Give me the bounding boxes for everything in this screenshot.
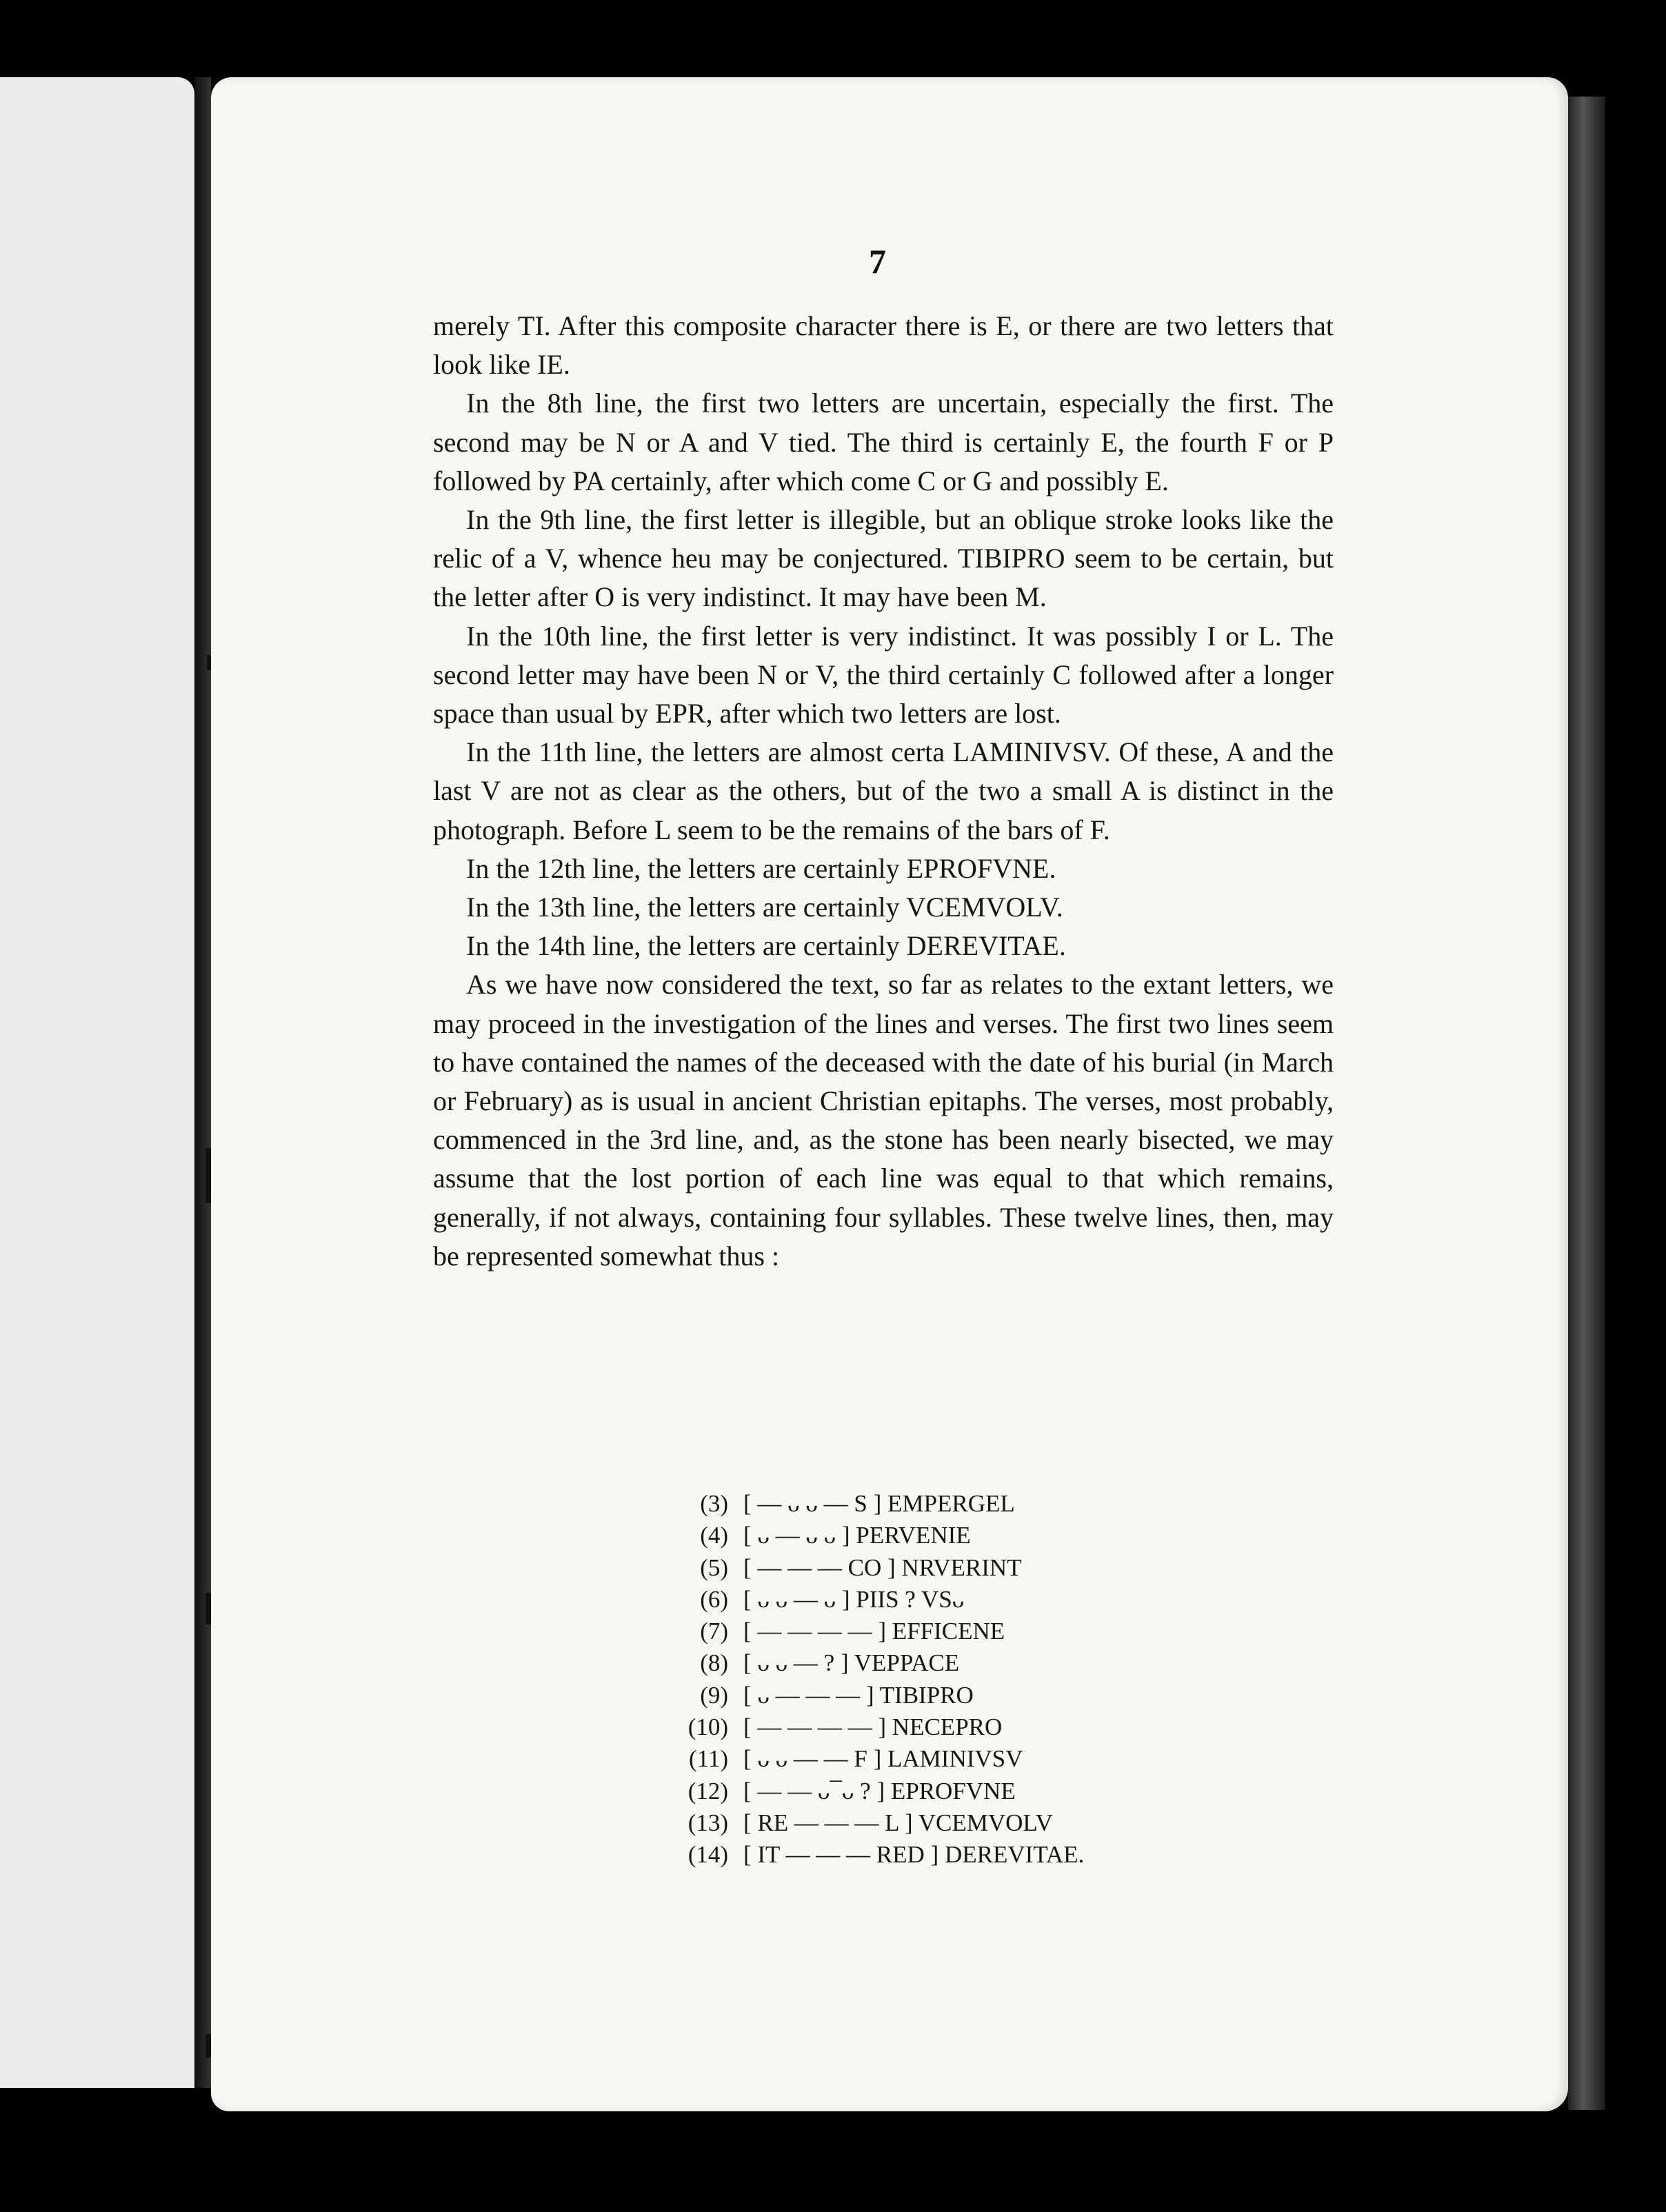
scansion-text: [ RE — — — L ] VCEMVOLV [743, 1809, 1053, 1836]
paragraph: In the 9th line, the first letter is illegible, but an oblique stroke looks like the relic of a V, whence heu may be conjectured. TIBIPRO seem to be certain, but the letter after O is very indistinct. It may have been M. [433, 504, 1334, 613]
scansion-text: [ ᴗ ᴗ — ᴗ ] PIIS ? VSᴗ [743, 1585, 965, 1613]
paragraph: merely TI. After this composite character there is E, or there are two letters that look like IE. [433, 310, 1334, 381]
scansion-text: [ — ᴗ ᴗ — S ] EMPERGEL [743, 1490, 1015, 1517]
line-number: (11) [688, 1745, 728, 1773]
scansion-table [655, 1488, 1084, 1871]
book-gutter [194, 77, 211, 2088]
line-number: (10) [688, 1713, 728, 1741]
scansion-text: [ ᴗ — ᴗ ᴗ ] PERVENIE [743, 1522, 971, 1549]
scansion-row [655, 1584, 1084, 1616]
binding-mark [205, 1148, 211, 1203]
page-number: 7 [869, 242, 886, 281]
scansion-text: [ ᴗ ᴗ — ? ] VEPPACE [743, 1649, 960, 1677]
line-number: (5) [700, 1554, 728, 1581]
scansion-row [655, 1488, 1084, 1520]
paragraph: In the 11th line, the letters are almost certa LAMINIVSV. Of these, A and the last V are not as clear as the others, but of the two a small A is distinct in the photograph. Before L seem to be the remains of the bars of F. [433, 736, 1334, 845]
scansion-row [655, 1839, 1084, 1871]
scansion-row [655, 1743, 1084, 1775]
paragraph: In the 12th line, the letters are certainly EPROFVNE. [466, 852, 1056, 884]
paragraph: In the 8th line, the first two letters are uncertain, especially the first. The second may be N or A and V tied. The third is certainly E, the fourth F or P followed by PA certainly, after which come C or G and possibly E. [433, 388, 1334, 496]
page-stack-edge [1568, 97, 1605, 2110]
body-text [433, 307, 1334, 1276]
paragraph: As we have now considered the text, so far as relates to the extant letters, we may proceed in the investigation of the lines and verses. The first two lines seem to have contained the names of the deceased with the date of his burial (in March or February) as is usual in ancient Christian epitaphs. The verses, most probably, commenced in the 3rd line, and, as the stone has been nearly bisected, we may assume that the lost portion of each line was equal to that which remains, generally, if not always, containing four syllables. These twelve lines, then, may be represented somewhat thus : [433, 969, 1334, 1271]
paragraph: In the 14th line, the letters are certainly DEREVITAE. [466, 930, 1066, 962]
binding-mark [205, 2034, 211, 2058]
line-number: (6) [700, 1585, 728, 1613]
line-number: (4) [700, 1522, 728, 1549]
facing-page-edge [0, 77, 194, 2088]
scansion-row [655, 1552, 1084, 1584]
scansion-row [655, 1647, 1084, 1679]
line-number: (8) [700, 1649, 728, 1677]
line-number: (9) [700, 1681, 728, 1709]
line-number: (7) [700, 1618, 728, 1645]
line-number: (3) [700, 1490, 728, 1517]
scansion-row [655, 1711, 1084, 1743]
scansion-row [655, 1520, 1084, 1551]
scansion-text: [ ᴗ ᴗ — — F ] LAMINIVSV [743, 1745, 1023, 1773]
scansion-text: [ IT — — — RED ] DEREVITAE. [743, 1841, 1085, 1869]
scansion-text: [ — — — CO ] NRVERINT [743, 1554, 1022, 1581]
scansion-text: [ — — ᴗ¯ᴗ ? ] EPROFVNE [743, 1777, 1016, 1804]
scansion-row [655, 1807, 1084, 1839]
paragraph: In the 10th line, the first letter is very indistinct. It was possibly I or L. The second letter may have been N or V, the third certainly C followed after a longer space than usual by EPR, after which two letters are lost. [433, 620, 1334, 730]
line-number: (14) [688, 1841, 728, 1869]
binding-mark [205, 1593, 211, 1625]
scansion-row [655, 1776, 1084, 1807]
scansion-row [655, 1680, 1084, 1711]
scansion-text: [ — — — — ] NECEPRO [743, 1713, 1003, 1741]
line-number: (12) [688, 1777, 728, 1804]
paragraph: In the 13th line, the letters are certainly VCEMVOLV. [466, 892, 1063, 923]
binding-mark [207, 655, 211, 670]
scansion-text: [ ᴗ — — — ] TIBIPRO [743, 1681, 974, 1709]
scansion-row [655, 1616, 1084, 1647]
line-number: (13) [688, 1809, 728, 1836]
scansion-text: [ — — — — ] EFFICENE [743, 1618, 1005, 1645]
